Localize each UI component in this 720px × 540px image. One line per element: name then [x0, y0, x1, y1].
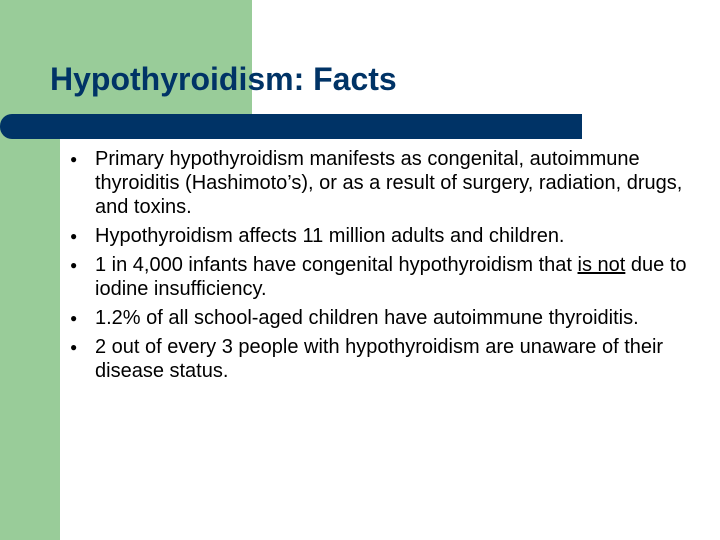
bullet-text: Primary hypothyroidism manifests as congenital, autoimmune thyroiditis (Hashimoto’s), or as a result of surgery, radiation, drugs, and toxins. [95, 148, 683, 218]
bullet-text: Hypothyroidism affects 11 million adults and children. [95, 225, 565, 247]
bullet-text: 2 out of every 3 people with hypothyroidism are unaware of their disease status. [95, 336, 664, 382]
bullet-item [68, 306, 688, 330]
title-underline-bar [0, 114, 582, 139]
bullet-text-underlined: is not [577, 254, 626, 276]
bullet-dot-icon: ● [70, 340, 78, 354]
bullet-dot-icon: ● [70, 311, 78, 325]
bullet-item [68, 335, 688, 383]
bullet-item [68, 147, 688, 219]
bullet-dot-icon: ● [70, 229, 78, 243]
bullet-item [68, 224, 688, 248]
bullet-dot-icon: ● [70, 152, 78, 166]
bullet-text: 1.2% of all school-aged children have autoimmune thyroiditis. [95, 307, 639, 329]
slide-title: Hypothyroidism: Facts [50, 61, 397, 97]
bullet-text-before: 1 in 4,000 infants have congenital hypothyroidism that [95, 254, 578, 276]
bullet-dot-icon: ● [70, 258, 78, 272]
bullet-item [68, 253, 688, 301]
bullet-list [68, 147, 688, 388]
bullet-text-after: due to iodine insufficiency. [95, 254, 687, 300]
